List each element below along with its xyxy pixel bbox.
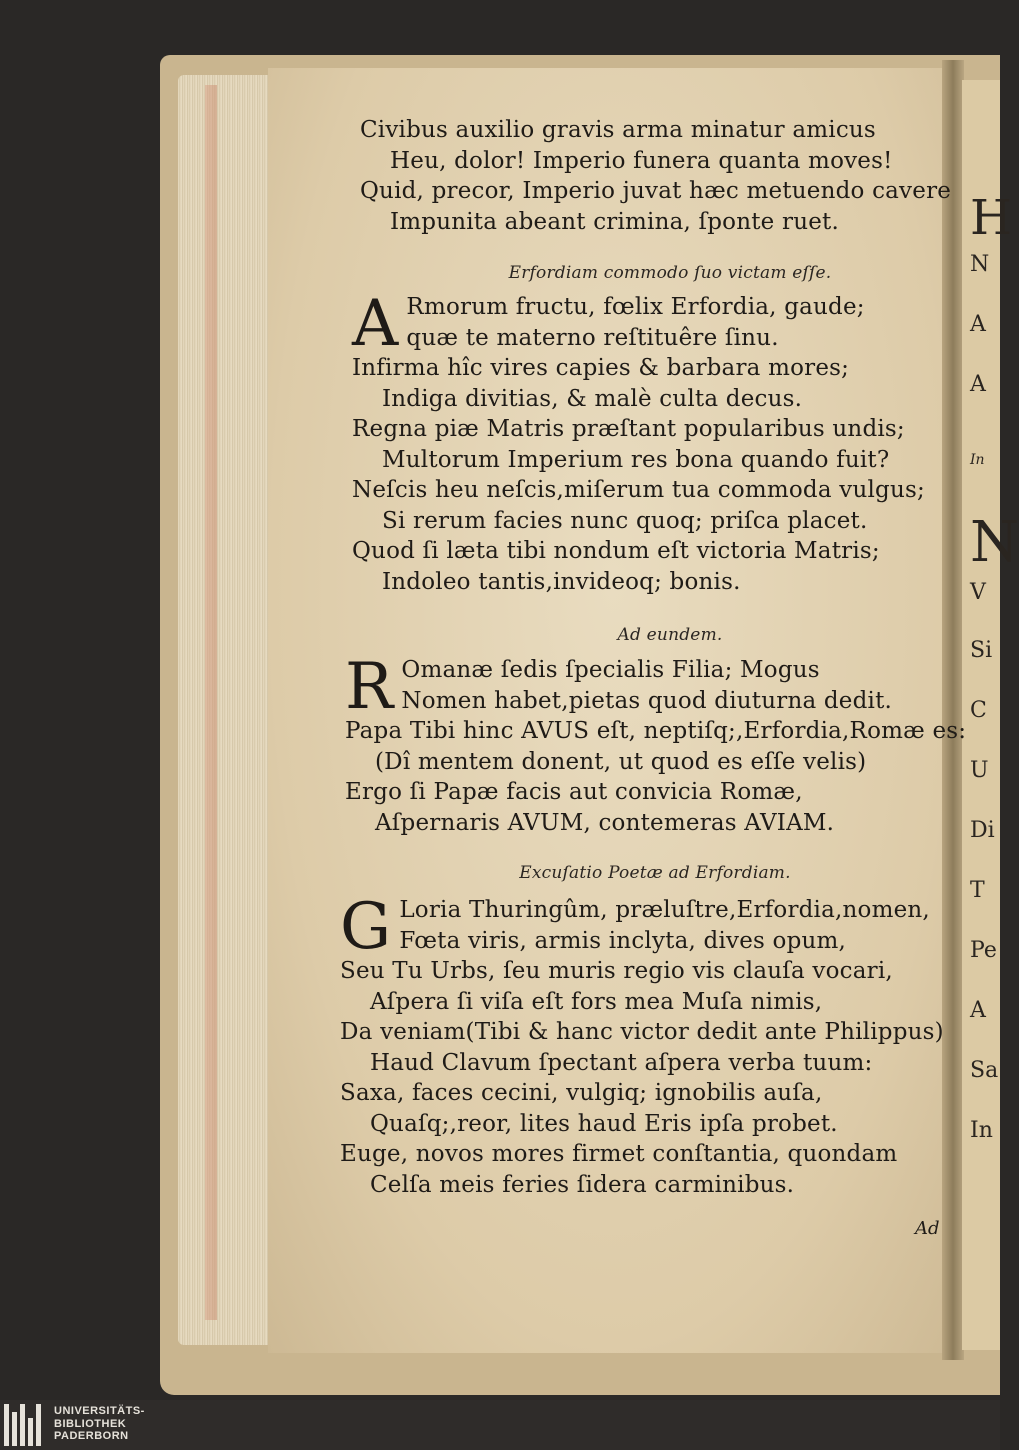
right-page-letter: A	[970, 998, 986, 1023]
verse-line: (Dî mentem donent, ut quod es eſſe velis)	[375, 748, 867, 775]
verse-line: Haud Clavum ſpectant aſpera verba tuum:	[370, 1049, 873, 1076]
verse-line: Ergo ſi Papæ facis aut convicia Romæ,	[345, 779, 803, 805]
verse-line: Fœta viris, armis inclyta, dives opum,	[399, 927, 847, 954]
right-page-letter: Si	[970, 638, 993, 663]
section-heading: Excuſatio Poetæ ad Erfordiam.	[519, 863, 791, 883]
drop-cap: A	[352, 287, 399, 361]
verse-line: Regna piæ Matris præſtant popularibus undis;	[352, 416, 905, 442]
verse-line: Aſpernaris AVUM, contemeras AVIAM.	[375, 809, 835, 836]
library-name-line: UNIVERSITÄTS-	[54, 1405, 145, 1417]
right-page-letter: C	[970, 698, 987, 723]
verse-line: Aſpera ſi viſa eſt fors mea Muſa nimis,	[370, 988, 823, 1015]
verse-line: Seu Tu Urbs, ſeu muris regio vis clauſa vocari,	[340, 958, 893, 984]
verse-line: Euge, novos mores firmet conſtantia, quondam	[340, 1141, 898, 1167]
verse-line: quæ te materno reſtituêre ſinu.	[406, 324, 779, 351]
verse-line: Civibus auxilio gravis arma minatur amicus	[360, 117, 876, 143]
poem-erfordia	[352, 287, 925, 597]
verse-line: Celſa meis feries ſidera carminibus.	[370, 1171, 795, 1198]
library-name-line: PADERBORN	[54, 1430, 129, 1442]
right-page-letter: In	[970, 1118, 993, 1143]
right-page-letter: V	[970, 580, 986, 605]
verse-line: Indoleo tantis,invideoq; bonis.	[382, 568, 741, 595]
verse-line: Papa Tibi hinc AVUS eſt, neptiſq;,Erfordia,Romæ es:	[345, 718, 967, 744]
verse-line: Heu, dolor! Imperio funera quanta moves!	[390, 147, 893, 174]
verse-line: Da veniam(Tibi & hanc victor dedit ante Philippus)	[340, 1019, 944, 1045]
catchword: Ad	[915, 1218, 940, 1239]
library-logo-icon	[4, 1404, 48, 1446]
library-name-line: BIBLIOTHEK	[54, 1417, 127, 1430]
verse-line: Rmorum fructu, fœlix Erfordia, gaude;	[406, 294, 865, 320]
verse-line: Nomen habet,pietas quod diuturna dedit.	[401, 687, 893, 714]
verse-line: Indiga divitias, & malè culta decus.	[382, 385, 803, 412]
right-page-letter: A	[970, 372, 986, 397]
poem-top	[360, 115, 951, 237]
right-page-letter: Di	[970, 818, 995, 843]
right-page-letter: A	[970, 312, 986, 337]
drop-cap: G	[340, 890, 392, 964]
section-heading: Ad eundem.	[617, 625, 723, 645]
right-page-letter: N	[970, 252, 990, 277]
right-page-letter: Pe	[970, 938, 997, 963]
verse-line: Quid, precor, Imperio juvat hæc metuendo cavere	[360, 178, 952, 204]
verse-line: Neſcis heu neſcis,miſerum tua commoda vulgus;	[352, 477, 925, 503]
library-name	[54, 1405, 145, 1443]
right-page-letter: Sa	[970, 1058, 999, 1083]
right-page-letter: H	[970, 190, 1012, 246]
page-edge-stain	[205, 85, 217, 1320]
verse-line: Loria Thuringûm, præluſtre,Erfordia,nomen,	[399, 897, 930, 923]
verse-line: Quod ſi læta tibi nondum eſt victoria Matris;	[352, 538, 880, 564]
right-page-fragment	[962, 80, 1019, 1350]
verse-line: Impunita abeant crimina, ſponte ruet.	[390, 208, 839, 235]
verse-line: Quaſq;,reor, lites haud Eris ipſa probet.	[370, 1110, 838, 1137]
verse-line: Infirma hîc vires capies & barbara mores;	[352, 355, 850, 381]
drop-cap: R	[345, 650, 394, 724]
right-page-letter: T	[970, 878, 985, 903]
right-page-letter: In	[970, 452, 985, 468]
verse-line: Saxa, faces cecini, vulgiq; ignobilis auſa,	[340, 1080, 823, 1106]
right-page-letter: U	[970, 758, 989, 783]
verse-line: Si rerum facies nunc quoq; priſca placet.	[382, 507, 868, 534]
page-edges	[178, 75, 273, 1345]
section-heading: Erfordiam commodo ſuo victam eſſe.	[508, 263, 832, 283]
library-footer	[0, 1400, 1000, 1450]
poem-ad-eundem	[345, 650, 967, 838]
verse-line: Multorum Imperium res bona quando fuit?	[382, 446, 890, 473]
poem-excusatio	[340, 890, 944, 1200]
right-page-letter: N	[970, 510, 1019, 575]
verse-line: Omanæ ſedis ſpecialis Filia; Mogus	[401, 657, 820, 683]
